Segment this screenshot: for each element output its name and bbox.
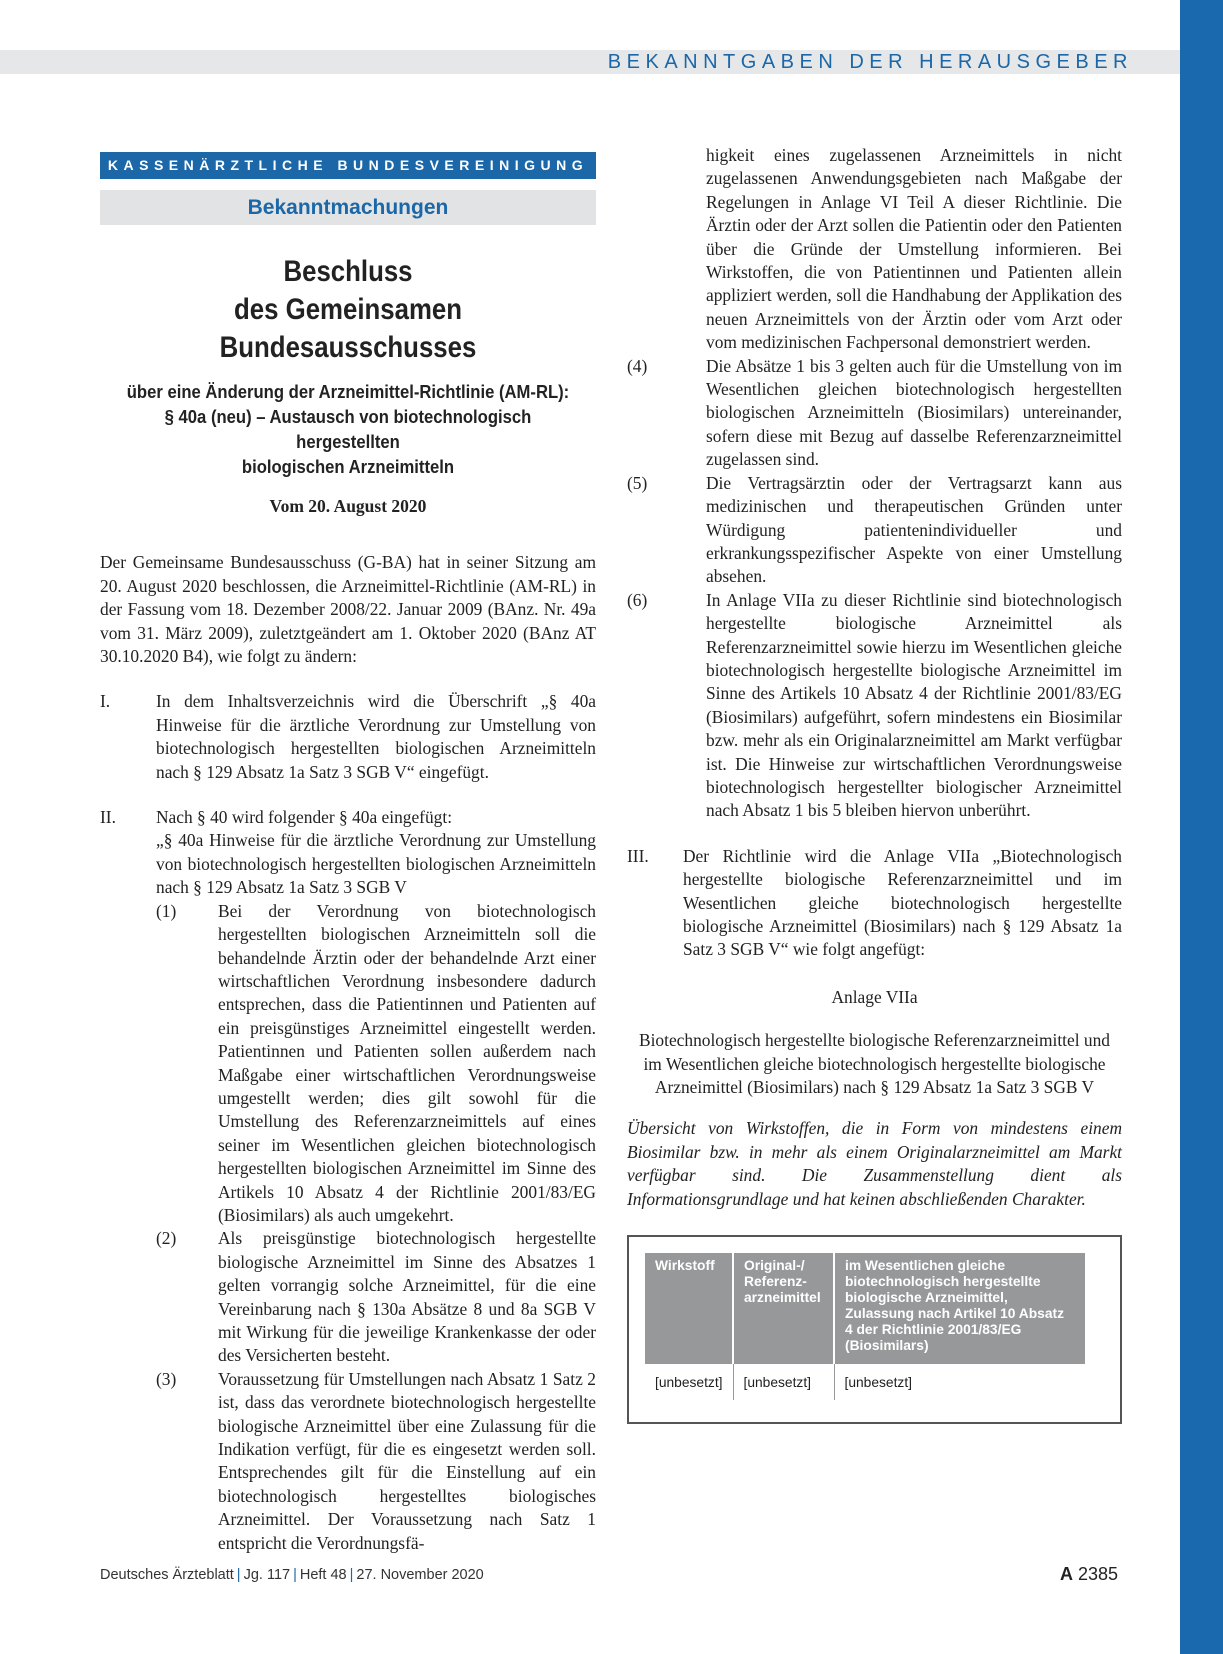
- paragraph-3: (3) Voraussetzung für Umstellungen nach Absatz 1 Satz 2 ist, dass das verordnete biotechnologisch hergestellte biologische Arzneimittel über eine Zulassung für die Indikation verfügt, für die es eingesetzt werden soll. Entsprechendes gilt für die Einstellung auf ein biotechnologisch hergestelltes biologisches Arzneimittel. Der Voraussetzung nach Satz 1 entspricht die Verordnungsfä-: [156, 1368, 596, 1553]
- paragraph-5: (5) Die Vertragsärztin oder der Vertragsarzt kann aus medizinischen und therapeutischen Gründen unter Würdigung patientenindividueller und erkrankungsspezifischer Aspekte von einer Umstellung absehen.: [627, 472, 1122, 587]
- table-cell: [unbesetzt]: [844, 1375, 912, 1391]
- list-item-i: I. In dem Inhaltsverzeichnis wird die Überschrift „§ 40a Hinweise für die ärztliche Verordnung zur Umstellung von biotechnologisch hergestellten biologischen Arzneimitteln nach § 129 Absatz 1a Satz 3 SGB V“ eingefügt.: [100, 691, 596, 782]
- right-column: [627, 144, 1122, 1424]
- table-header-row: [645, 1253, 1085, 1364]
- journal-name: Deutsches Ärzteblatt: [100, 1567, 234, 1583]
- item-ii-intro: Nach § 40 wird folgender § 40a eingefügt:: [156, 807, 453, 828]
- list-item-iii: III. Der Richtlinie wird die Anlage VIIa „Biotechnologisch hergestellte biologische Referenzarzneimittel und im Wesentlichen gleiche biotechnologisch hergestellte biologische Arzneimittel (Biosimilars) nach § 129 Absatz 1a Satz 3 SGB V“ wie folgt angefügt:: [627, 845, 1122, 960]
- item-ii-quote: „§ 40a Hinweise für die ärztliche Verordnung zur Umstellung von biotechnologisch hergestellten biologischen Arzneimitteln nach § 129 Absatz 1a Satz 3 SGB V: [156, 830, 596, 898]
- journal-volume: Jg. 117: [243, 1567, 291, 1583]
- list-item-ii: II. Nach § 40 wird folgender § 40a eingefügt: „§ 40a Hinweise für die ärztliche Verordnung zur Umstellung von biotechnologisch hergestellten biologischen Arzneimitteln nach § 129 Absatz 1a Satz 3 SGB V (1) Bei der Verordnung von biotechnologisch hergestellten biologischen Arzneimitteln soll die behandelnde Ärztin oder der behandelnde Arzt einer wirtschaftlichen Verordnung insbesondere dadurch entsprechen, dass die Patientinnen und Patienten auf ein preisgünstiges Arzneimittel eingestellt werden. Patientinnen und Patienten sollen außerdem nach Maßgabe einer wirtschaftlichen Verordnungsweise umgestellt werden; dies gilt sowohl für die Umstellung des Referenzarzneimittels auf eines seiner im Wesentlichen gleichen biotechnologisch hergestellten biologischen Arzneimittel im Sinne des Artikels 10 Absatz 4 der Richtlinie 2001/83/EG (Biosimilars) als auch umgekehrt. (2) Als preisgünstige biotechnologisch hergestellte biologische Arzneimittel im Sinne des Absatzes 1 gelten vorrangig solche Arzneimittel, für die eine Vereinbarung nach § 130a Absätze 8 und 8a SGB V mit Wirkung für die jeweilige Krankenkasse der oder des Versicherten besteht. (3) Voraussetzung für Umstellungen nach Absatz 1 Satz 2 ist, dass das verordnete biotechnologisch hergestellte biologische Arzneimittel über eine Zulassung für die Indikation verfügt, für die es eingesetzt werden soll. Entsprechendes gilt für die Einstellung auf ein biotechnologisch hergestelltes biologisches Arzneimittel. Der Voraussetzung nach Satz 1 entspricht die Verordnungsfä-: [100, 806, 596, 1555]
- footer: Deutsches Ärzteblatt | Jg. 117 | Heft 48 | 27. November 2020: [100, 1567, 484, 1583]
- anlage-subtitle: Biotechnologisch hergestellte biologische Referenzarzneimittel und im Wesentlichen gleiche biotechnologisch hergestellte biologische Arzneimittel (Biosimilars) nach § 129 Absatz 1a Satz 3 SGB V: [638, 1030, 1110, 1098]
- paragraph-1: (1) Bei der Verordnung von biotechnologisch hergestellten biologischen Arzneimitteln soll die behandelnde Ärztin oder der behandelnde Arzt einer wirtschaftlichen Verordnung insbesondere dadurch entsprechen, dass die Patientinnen und Patienten auf ein preisgünstiges Arzneimittel eingestellt werden. Patientinnen und Patienten sollen außerdem nach Maßgabe einer wirtschaftlichen Verordnungsweise umgestellt werden; dies gilt sowohl für die Umstellung des Referenzarzneimittels auf eines seiner im Wesentlichen gleichen biotechnologisch hergestellten biologischen Arzneimittel im Sinne des Artikels 10 Absatz 4 der Richtlinie 2001/83/EG (Biosimilars) als auch umgekehrt.: [156, 900, 596, 1225]
- table-cell: [unbesetzt]: [645, 1364, 733, 1400]
- overview-note: Übersicht von Wirkstoffen, die in Form von mindestens einem Biosimilar bzw. in mehr als einem Originalarzneimittel am Markt verfügbar sind. Die Zusammenstellung dient als Informationsgrundlage und hat keinen abschließenden Charakter.: [627, 1118, 1122, 1209]
- left-column: [100, 152, 596, 1555]
- paragraph-4: (4) Die Absätze 1 bis 3 gelten auch für die Umstellung von im Wesentlichen gleichen biotechnologisch hergestellten biologischen Arzneimitteln (Biosimilars) untereinander, sofern diese mit Bezug auf dasselbe Referenzarzneimittel zugelassen sind.: [627, 355, 1122, 470]
- page-title: Beschluss des Gemeinsamen Bundesausschusses: [219, 255, 477, 364]
- table-header-cell: Original-/ Referenz-arzneimittel: [733, 1253, 834, 1364]
- table-header-cell: im Wesentlichen gleiche biotechnologisch hergestellte biologische Arzneimittel, Zulassung nach Artikel 10 Absatz 4 der Richtlinie 2001/83/EG (Biosimilars): [834, 1253, 1085, 1364]
- journal-issue: Heft 48: [299, 1567, 347, 1583]
- anlage-title: Anlage VIIa: [831, 986, 918, 1007]
- side-color-bar: [1180, 0, 1223, 1654]
- decision-date: Vom 20. August 2020: [269, 496, 427, 516]
- category-banner: Bekanntmachungen: [100, 190, 596, 225]
- journal-date: 27. November 2020: [356, 1567, 484, 1583]
- biosimilar-table-box: [627, 1235, 1122, 1424]
- page-subtitle: über eine Änderung der Arzneimittel-Richtlinie (AM-RL): § 40a (neu) – Austausch von biotechnologisch hergestellten biologischen Arzneimitteln: [126, 381, 570, 477]
- paragraph-6: (6) In Anlage VIIa zu dieser Richtlinie sind biotechnologisch hergestellte biologische Arzneimittel als Referenzarzneimittel sowie hierzu im Wesentlichen gleiche biotechnologisch hergestellte biologische Arzneimittel im Sinne des Artikels 10 Absatz 4 der Richtlinie 2001/83/EG (Biosimilars) aufgeführt, sofern mindestens ein Biosimilar bzw. mehr als ein Originalarzneimittel am Markt verfügbar ist. Die Hinweise zur wirtschaftlichen Verordnungsweise biotechnologisch hergestellter biologischer Arzneimittel nach Absatz 1 bis 5 bleiben hiervon unberührt.: [627, 589, 1122, 821]
- page-number: A 2385: [1060, 1564, 1119, 1584]
- table-cell: [unbesetzt]: [733, 1364, 834, 1400]
- paragraph-2: (2) Als preisgünstige biotechnologisch hergestellte biologische Arzneimittel im Sinne des Absatzes 1 gelten vorrangig solche Arzneimittel, für die eine Vereinbarung nach § 130a Absätze 8 und 8a SGB V mit Wirkung für die jeweilige Krankenkasse der oder des Versicherten besteht.: [156, 1228, 596, 1366]
- biosimilar-table: [645, 1253, 1085, 1400]
- organization-banner: KASSENÄRZTLICHE BUNDESVEREINIGUNG: [100, 152, 596, 179]
- table-row: [645, 1364, 1085, 1400]
- intro-paragraph: Der Gemeinsame Bundesausschuss (G-BA) hat in seiner Sitzung am 20. August 2020 beschlossen, die Arzneimittel-Richtlinie (AM-RL) in der Fassung vom 18. Dezember 2008/22. Januar 2009 (BAnz. Nr. 49a vom 31. März 2009), zuletztgeändert am 1. Oktober 2020 (BAnz AT 30.10.2020 B4), wie folgt zu ändern:: [100, 552, 596, 667]
- section-header: BEKANNTGABEN DER HERAUSGEBER: [607, 51, 1133, 73]
- table-header-cell: Wirkstoff: [645, 1253, 733, 1364]
- paragraph-3-continued: higkeit eines zugelassenen Arzneimittels in nicht zugelassenen Anwendungsgebieten nach Maßgabe der Regelungen in Anlage VI Teil A dieser Richtlinie. Die Ärztin oder der Arzt sollen die Patientin oder den Patienten über die Gründe der Umstellung informieren. Bei Wirkstoffen, die von Patientinnen und Patienten allein appliziert werden, soll die Handhabung der Applikation des neuen Arzneimittels von der Ärztin oder vom Arzt oder vom medizinischen Fachpersonal demonstriert werden.: [706, 145, 1122, 353]
